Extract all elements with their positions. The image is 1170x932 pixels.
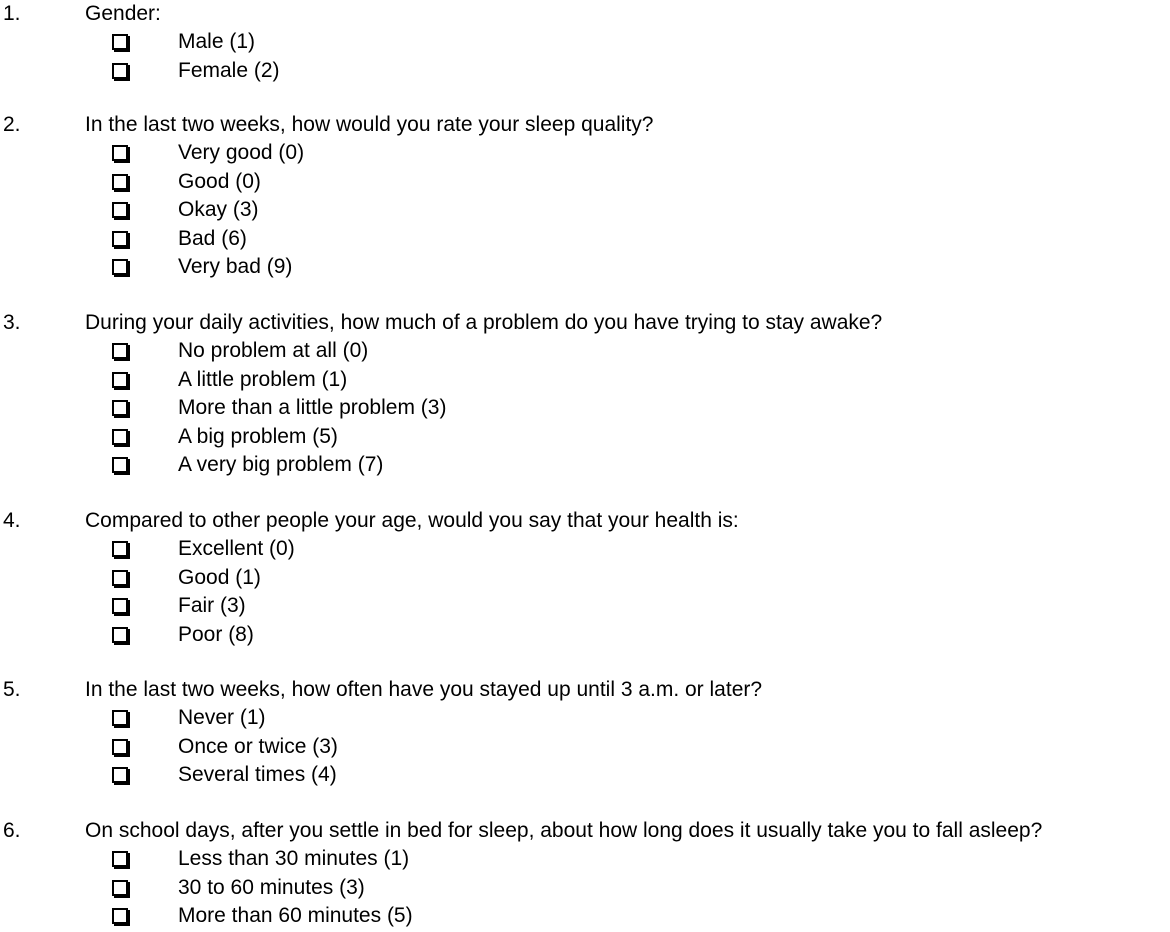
option-label: Okay (3) — [178, 198, 259, 221]
question-text: Gender: — [85, 2, 161, 25]
option-less-than-30[interactable] — [0, 845, 1170, 874]
question-3 — [0, 309, 1170, 480]
checkbox-icon[interactable] — [112, 541, 128, 557]
checkbox-icon[interactable] — [112, 767, 128, 783]
option-label: Good (1) — [178, 565, 261, 589]
option-fair[interactable] — [0, 592, 1170, 621]
question-number: 3. — [3, 311, 21, 334]
option-very-big-problem[interactable] — [0, 451, 1170, 480]
option-big-problem[interactable] — [0, 423, 1170, 452]
option-label: Excellent (0) — [178, 537, 295, 560]
question-text: On school days, after you settle in bed for sleep, about how long does it usually take you to fall asleep? — [85, 819, 1043, 842]
question-1 — [0, 0, 1170, 85]
option-female[interactable] — [0, 57, 1170, 86]
question-header — [0, 817, 1170, 845]
option-excellent[interactable] — [0, 535, 1170, 564]
option-label: No problem at all (0) — [178, 339, 369, 362]
option-no-problem[interactable] — [0, 337, 1170, 366]
checkbox-icon[interactable] — [112, 598, 128, 614]
option-30-to-60[interactable] — [0, 874, 1170, 903]
option-more-than-little-problem[interactable] — [0, 394, 1170, 423]
checkbox-icon[interactable] — [112, 880, 128, 896]
option-good[interactable] — [0, 564, 1170, 593]
option-label: Never (1) — [178, 706, 266, 729]
option-label: A little problem (1) — [178, 367, 348, 391]
checkbox-icon[interactable] — [112, 429, 128, 445]
option-label: Less than 30 minutes (1) — [178, 847, 410, 870]
option-very-bad[interactable] — [0, 253, 1170, 282]
checkbox-icon[interactable] — [112, 908, 128, 924]
checkbox-icon[interactable] — [112, 851, 128, 867]
option-label: More than a little problem (3) — [178, 396, 447, 419]
checkbox-icon[interactable] — [112, 259, 128, 275]
option-label: Very good (0) — [178, 141, 305, 164]
checkbox-icon[interactable] — [112, 343, 128, 359]
option-several-times[interactable] — [0, 761, 1170, 790]
option-male[interactable] — [0, 28, 1170, 57]
checkbox-icon[interactable] — [112, 231, 128, 247]
option-label: Good (0) — [178, 169, 261, 193]
checkbox-icon[interactable] — [112, 457, 128, 473]
question-header — [0, 309, 1170, 337]
option-label: Very bad (9) — [178, 255, 293, 278]
question-header — [0, 507, 1170, 535]
option-list — [0, 704, 1170, 790]
checkbox-icon[interactable] — [112, 739, 128, 755]
option-bad[interactable] — [0, 225, 1170, 254]
option-list — [0, 337, 1170, 480]
checkbox-icon[interactable] — [112, 63, 128, 79]
option-list — [0, 845, 1170, 931]
question-5 — [0, 676, 1170, 790]
checkbox-icon[interactable] — [112, 400, 128, 416]
option-poor[interactable] — [0, 621, 1170, 650]
option-label: Fair (3) — [178, 594, 246, 617]
question-4 — [0, 507, 1170, 649]
option-label: Male (1) — [178, 30, 256, 53]
checkbox-icon[interactable] — [112, 710, 128, 726]
option-list — [0, 28, 1170, 85]
option-label: A big problem (5) — [178, 424, 338, 448]
option-label: A very big problem (7) — [178, 453, 384, 476]
question-text: Compared to other people your age, would you say that your health is: — [85, 509, 739, 532]
question-2 — [0, 111, 1170, 282]
option-good[interactable] — [0, 168, 1170, 197]
question-header — [0, 111, 1170, 139]
question-text: During your daily activities, how much of a problem do you have trying to stay awake? — [85, 311, 883, 334]
option-label: Bad (6) — [178, 226, 247, 250]
option-label: Poor (8) — [178, 622, 254, 646]
option-label: 30 to 60 minutes (3) — [178, 875, 365, 899]
checkbox-icon[interactable] — [112, 34, 128, 50]
checkbox-icon[interactable] — [112, 174, 128, 190]
question-number: 5. — [3, 678, 21, 701]
checkbox-icon[interactable] — [112, 145, 128, 161]
option-very-good[interactable] — [0, 139, 1170, 168]
question-header — [0, 676, 1170, 704]
checkbox-icon[interactable] — [112, 570, 128, 586]
option-never[interactable] — [0, 704, 1170, 733]
option-once-or-twice[interactable] — [0, 733, 1170, 762]
question-6 — [0, 817, 1170, 931]
option-little-problem[interactable] — [0, 366, 1170, 395]
question-text: In the last two weeks, how often have you stayed up until 3 a.m. or later? — [85, 678, 763, 701]
option-label: Several times (4) — [178, 763, 337, 786]
question-header — [0, 0, 1170, 28]
question-number: 1. — [3, 2, 21, 25]
checkbox-icon[interactable] — [112, 202, 128, 218]
question-number: 6. — [3, 819, 21, 842]
question-number: 2. — [3, 113, 21, 136]
option-label: More than 60 minutes (5) — [178, 904, 413, 927]
option-more-than-60[interactable] — [0, 902, 1170, 931]
checkbox-icon[interactable] — [112, 372, 128, 388]
question-text: In the last two weeks, how would you rate your sleep quality? — [85, 113, 654, 136]
option-label: Once or twice (3) — [178, 734, 338, 758]
option-list — [0, 535, 1170, 649]
option-label: Female (2) — [178, 58, 280, 82]
option-okay[interactable] — [0, 196, 1170, 225]
option-list — [0, 139, 1170, 282]
checkbox-icon[interactable] — [112, 627, 128, 643]
question-number: 4. — [3, 509, 21, 532]
